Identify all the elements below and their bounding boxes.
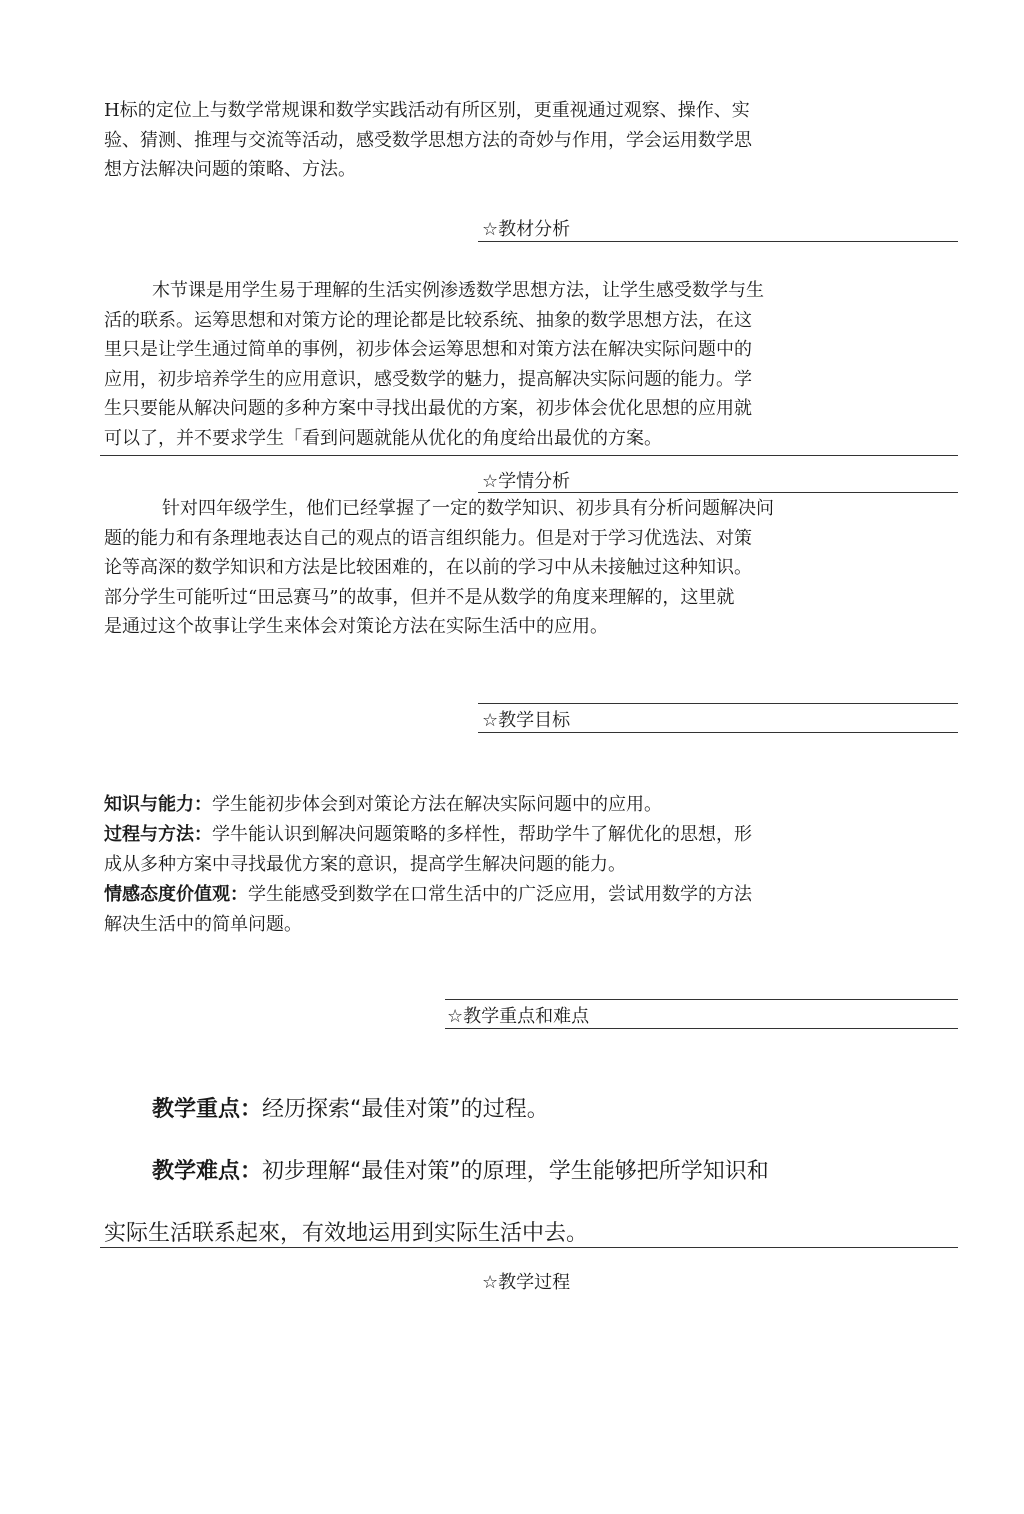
learners-heading-rule (478, 492, 958, 493)
intro-line-1: H标的定位上与数学常规课和数学实践活动有所区别，更重视通过观察、操作、实 (104, 100, 750, 121)
intro-line-3: 想方法解决问题的策略、方法。 (104, 159, 356, 180)
material-line-6: 可以了，并不要求学生「看到问题就能从优化的角度给出最优的方案。 (104, 427, 662, 449)
material-line-2: 活的联系。运筹思想和对策方论的理论都是比较系统、抽象的数学思想方法，在这 (104, 309, 752, 331)
material-paragraph (104, 276, 874, 453)
intro-paragraph (104, 96, 874, 185)
learners-line-3: 论等高深的数学知识和方法是比较困难的，在以前的学习中从未接触过这种知识。 (104, 557, 752, 578)
learners-line-2: 题的能力和有条理地表达自己的观点的语言组织能力。但是对于学习优选法、对策 (104, 527, 752, 549)
goal-process-label: 过程与方法： (104, 824, 212, 845)
material-bottom-rule (100, 455, 958, 456)
learners-line-5: 是通过这个故事让学生来体会对策论方法在实际生活中的应用。 (104, 616, 608, 637)
keypoints-heading-rule (445, 1028, 958, 1029)
goal-knowledge (104, 790, 874, 820)
goal-attitude (104, 880, 874, 910)
material-line-3: 里只是让学生通过简单的事例，初步体会运筹思想和对策方法在解决实际问题中的 (104, 339, 752, 360)
goal-attitude-label: 情感态度价值观： (104, 884, 248, 905)
keypoints-bottom-rule (100, 1247, 958, 1248)
material-line-1: 木节课是用学生易于理解的生活实例渗透数学思想方法，让学生感受数学与生 (152, 280, 764, 301)
goal-process-text-2: 成从多种方案中寻找最优方案的意识，提高学生解决问题的能力。 (104, 854, 626, 875)
goals-heading-rule (478, 732, 958, 733)
goals-list (104, 790, 874, 940)
material-heading-rule (478, 241, 958, 242)
difficulty-text-1: 初步理解“最佳对策”的原理，学生能够把所学知识和 (262, 1159, 769, 1184)
learners-heading: ☆学情分析 (482, 471, 571, 492)
goal-knowledge-text: 学生能初步体会到对策论方法在解决实际问题中的应用。 (212, 794, 662, 815)
difficulty-point (152, 1154, 769, 1185)
key-point-text: 经历探索“最佳对策”的过程。 (262, 1097, 549, 1122)
intro-line-2: 验、猜测、推理与交流等活动，感受数学思想方法的奇妙与作用，学会运用数学思 (104, 129, 752, 151)
learners-line-4: 部分学生可能听过“田忌赛马”的故事，但并不是从数学的角度来理解的，这里就 (104, 586, 735, 608)
goals-heading: ☆教学目标 (482, 710, 571, 731)
keypoints-heading-top-rule (445, 999, 958, 1000)
key-point-label: 教学重点： (152, 1097, 263, 1122)
difficulty-text-2: 实际生活联系起來，有效地运用到实际生活中去。 (104, 1221, 589, 1246)
material-line-4: 应用，初步培养学生的应用意识，感受数学的魅力，提高解决实际问题的能力。学 (104, 368, 752, 390)
process-heading: ☆教学过程 (482, 1272, 571, 1293)
keypoints-heading: ☆教学重点和难点 (447, 1006, 590, 1027)
learners-line-1: 针对四年级学生，他们已经掌握了一定的数学知识、初步具有分析问题解决问 (162, 498, 774, 519)
key-point (152, 1092, 549, 1123)
difficulty-label: 教学难点： (152, 1159, 263, 1184)
goal-process-text-1: 学牛能认识到解决问题策略的多样性，帮助学牛了解优化的思想，形 (212, 824, 752, 845)
goal-attitude-text-1: 学生能感受到数学在口常生活中的广泛应用，尝试用数学的方法 (248, 884, 752, 905)
goal-knowledge-label: 知识与能力： (104, 794, 212, 815)
learners-paragraph (104, 494, 874, 642)
goal-attitude-text-2: 解决生活中的简单问题。 (104, 914, 302, 935)
material-line-5: 生只要能从解决问题的多种方案中寻找出最优的方案，初步体会优化思想的应用就 (104, 398, 752, 419)
goal-process (104, 820, 874, 850)
goals-heading-top-rule (478, 703, 958, 704)
material-heading: ☆教材分析 (482, 219, 571, 240)
